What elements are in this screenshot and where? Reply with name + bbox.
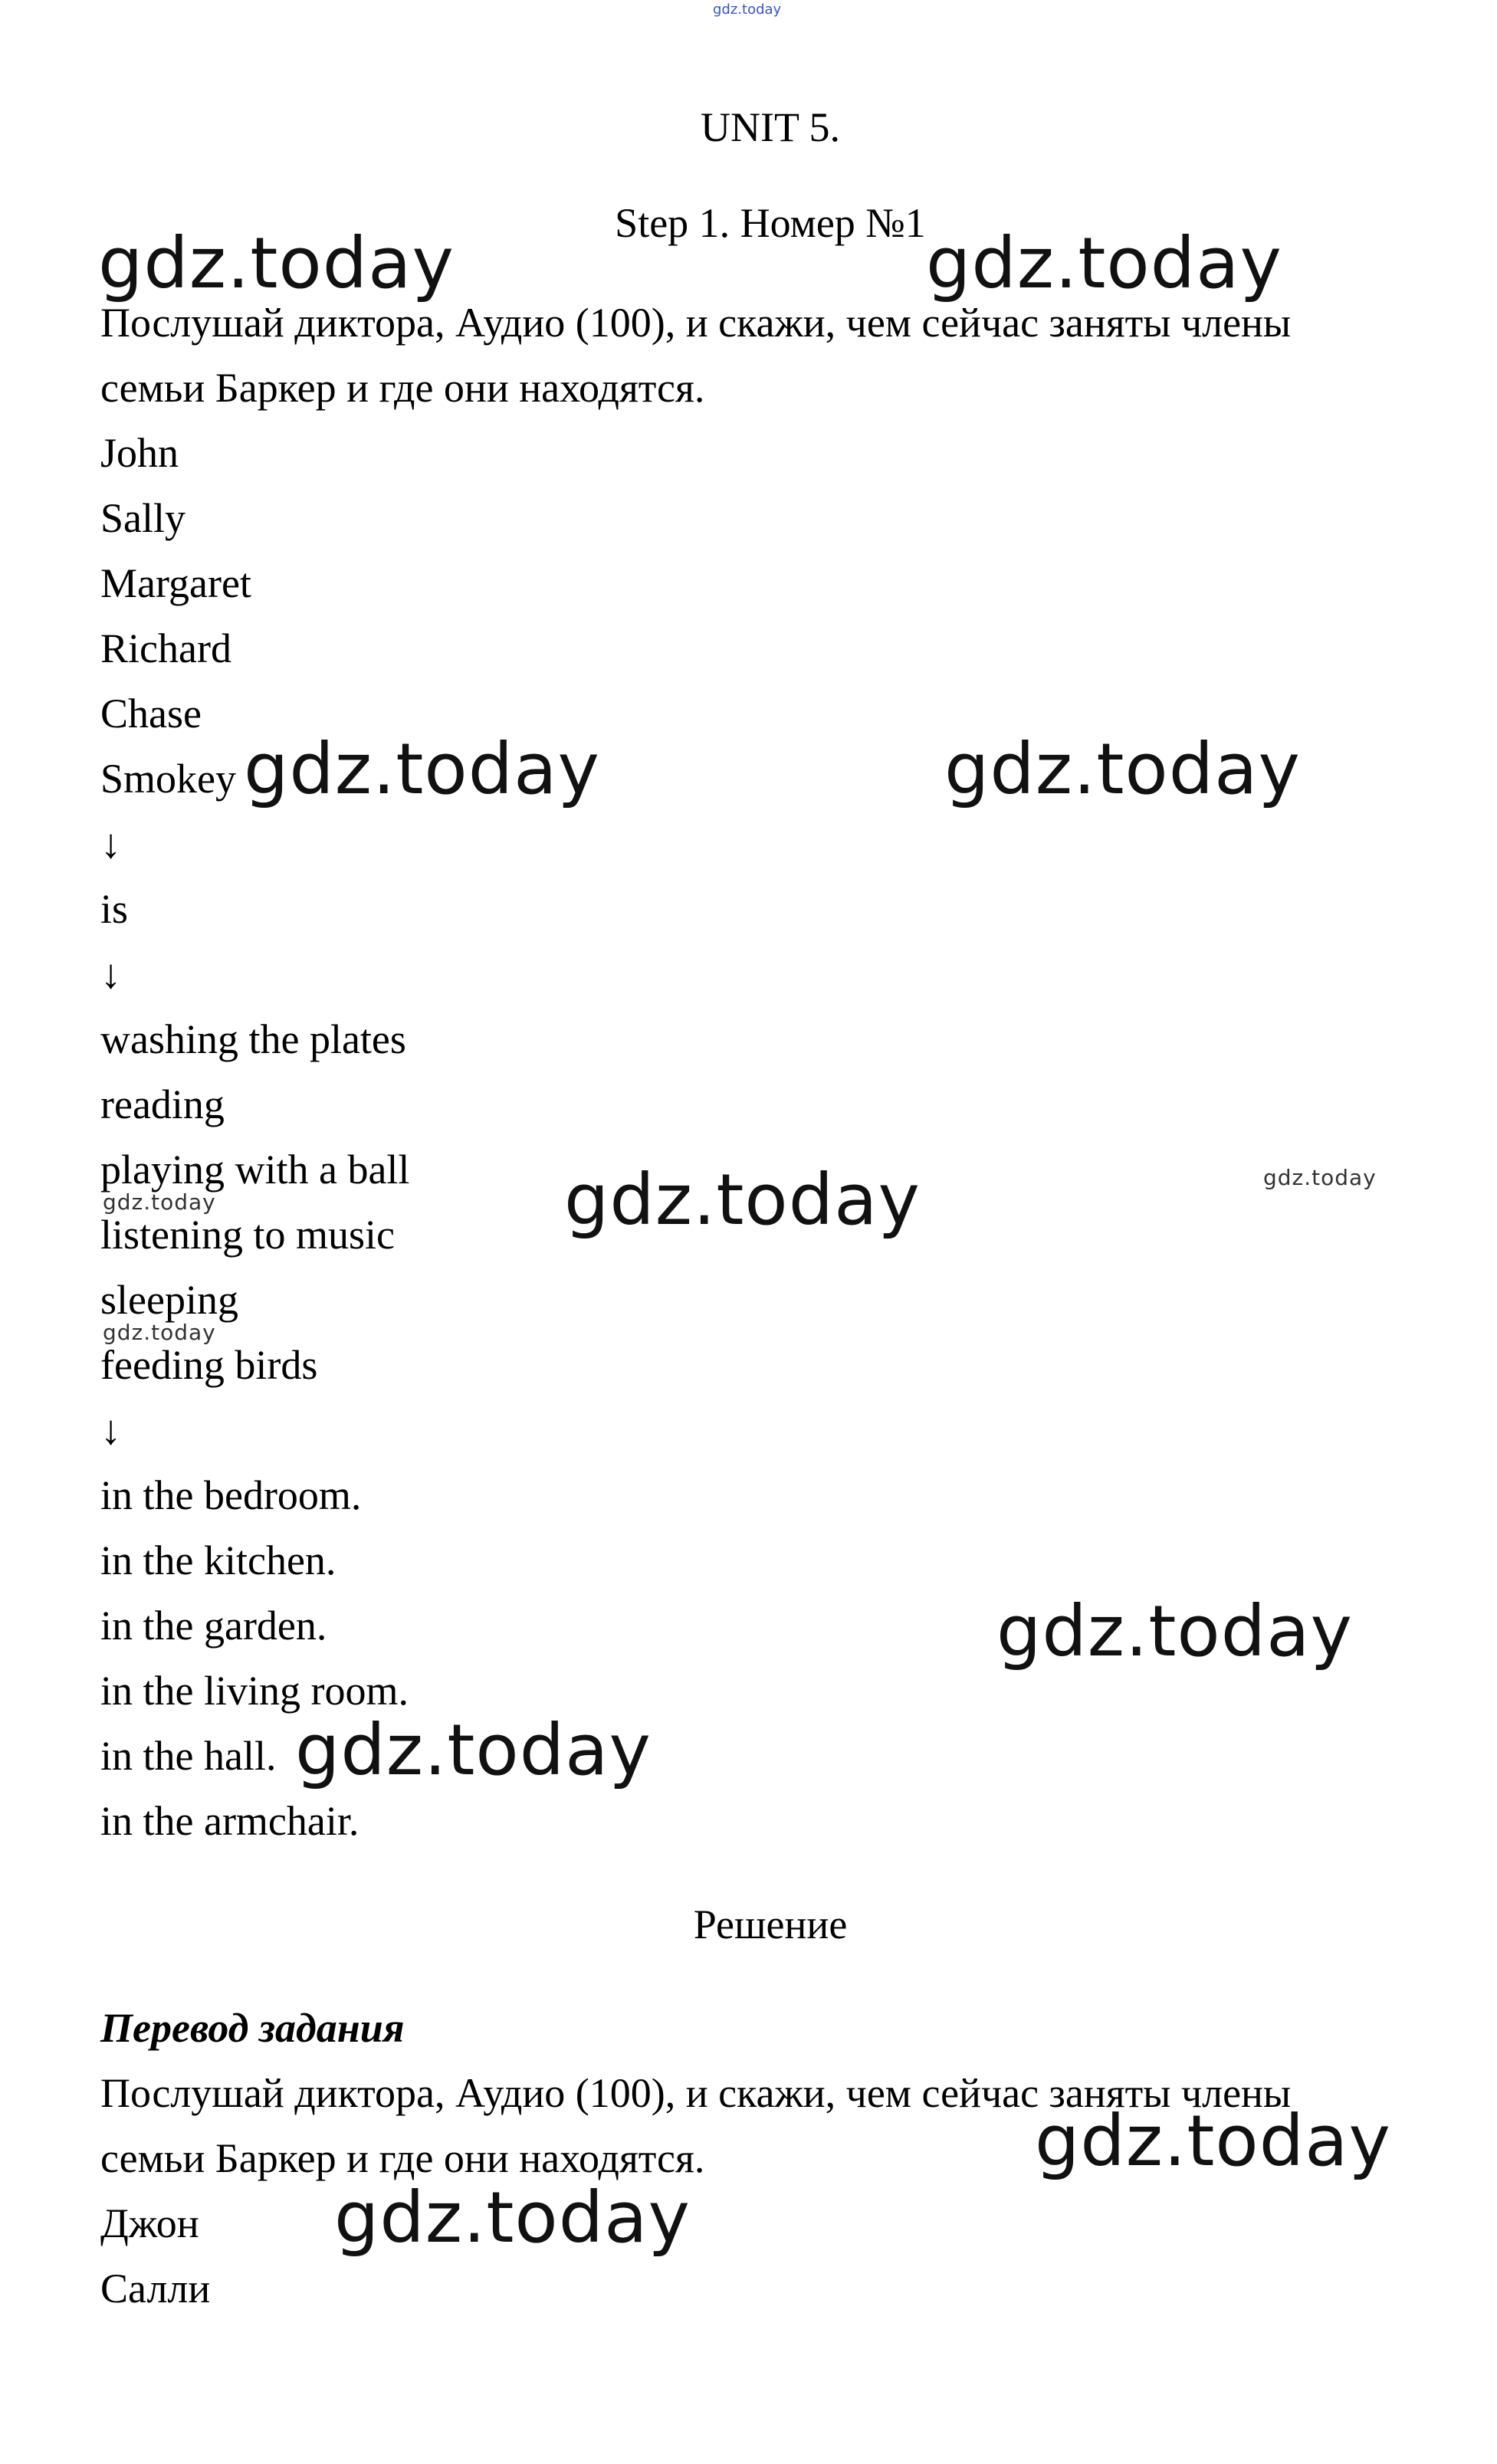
watermark: gdz.today bbox=[295, 1709, 652, 1791]
watermark: gdz.today bbox=[926, 222, 1282, 304]
task-instruction-line2: семьи Баркер и где они находятся. bbox=[100, 365, 705, 411]
task-instruction-line1: Послушай диктора, Аудио (100), и скажи, чем сейчас заняты члены bbox=[100, 300, 1292, 346]
name-item: Sally bbox=[100, 495, 186, 541]
watermark: gdz.today bbox=[944, 728, 1301, 810]
place-item: in the garden. bbox=[100, 1603, 327, 1649]
watermark: gdz.today bbox=[98, 222, 455, 304]
place-item: in the hall. bbox=[100, 1733, 277, 1779]
solution-instruction-line1: Послушай диктора, Аудио (100), и скажи, чем сейчас заняты члены bbox=[100, 2070, 1292, 2116]
action-item: sleeping bbox=[100, 1277, 238, 1323]
solution-instruction-line2: семьи Баркер и где они находятся. bbox=[100, 2135, 705, 2181]
watermark: gdz.today bbox=[996, 1590, 1353, 1672]
name-item: John bbox=[100, 430, 179, 476]
watermark: gdz.today bbox=[244, 728, 600, 810]
page-subtitle: Step 1. Номер №1 bbox=[615, 200, 926, 246]
place-item: in the armchair. bbox=[100, 1798, 359, 1844]
action-item: reading bbox=[100, 1081, 225, 1127]
watermark: gdz.today bbox=[103, 1320, 216, 1345]
action-item: feeding birds bbox=[100, 1342, 318, 1388]
place-item: in the kitchen. bbox=[100, 1537, 336, 1583]
watermark: gdz.today bbox=[334, 2177, 691, 2259]
watermark: gdz.today bbox=[1263, 1165, 1377, 1190]
translation-heading: Перевод задания bbox=[100, 2005, 405, 2051]
action-item: listening to music bbox=[100, 1212, 395, 1258]
place-item: in the bedroom. bbox=[100, 1472, 362, 1518]
name-item: Chase bbox=[100, 691, 202, 737]
place-item: in the living room. bbox=[100, 1668, 409, 1714]
name-item: Smokey bbox=[100, 756, 237, 802]
translated-name-item: Салли bbox=[100, 2266, 211, 2311]
watermark: gdz.today bbox=[1035, 2100, 1391, 2182]
solution-heading: Решение bbox=[693, 1901, 848, 1947]
name-item: Richard bbox=[100, 625, 231, 671]
page-watermark-top: gdz.today bbox=[713, 2, 782, 18]
watermark: gdz.today bbox=[103, 1189, 216, 1215]
down-arrow-icon: ↓ bbox=[100, 821, 121, 867]
action-item: washing the plates bbox=[100, 1016, 406, 1062]
down-arrow-icon: ↓ bbox=[100, 1407, 121, 1453]
translated-name-item: Джон bbox=[100, 2200, 199, 2246]
watermark: gdz.today bbox=[564, 1159, 921, 1241]
name-item: Margaret bbox=[100, 560, 251, 606]
down-arrow-icon: ↓ bbox=[100, 951, 121, 997]
page-title: UNIT 5. bbox=[701, 104, 840, 150]
verb-is: is bbox=[100, 886, 129, 932]
action-item: playing with a ball bbox=[100, 1147, 410, 1193]
